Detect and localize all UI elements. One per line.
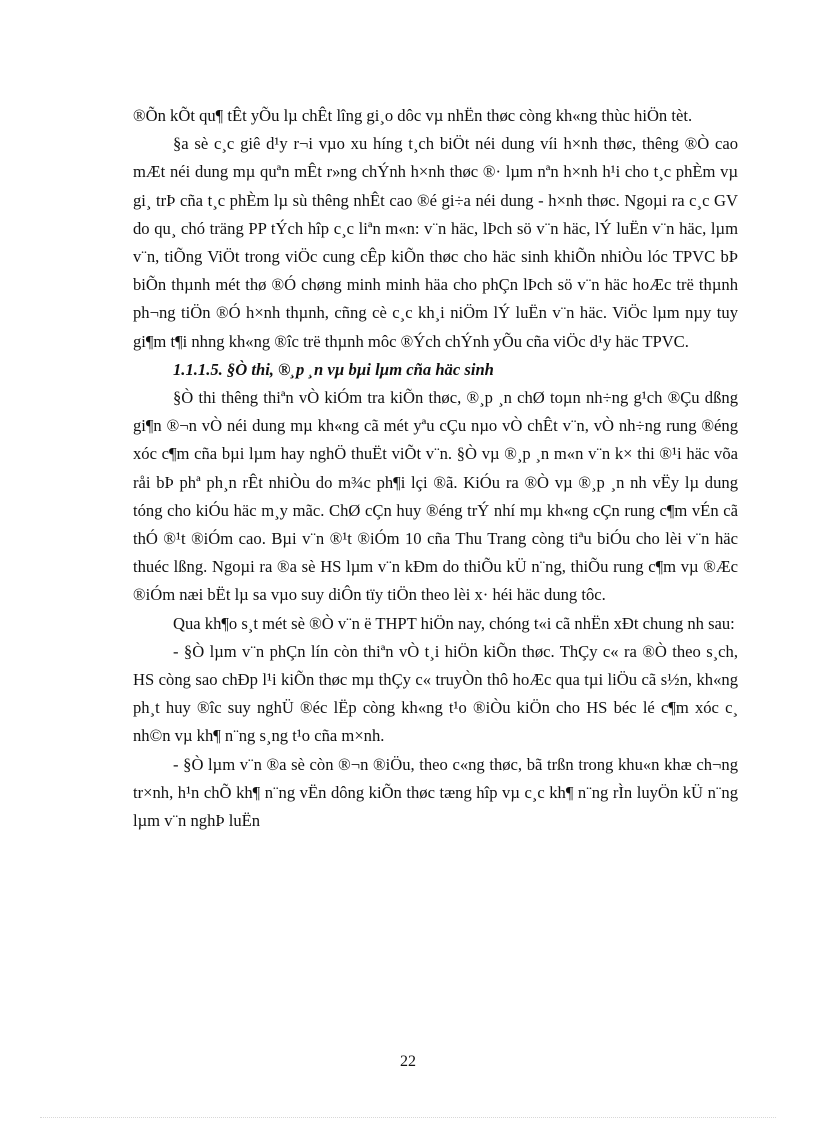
page-number: 22: [400, 1053, 416, 1070]
bullet-item-reproduction: - §Ò lµm v¨n phÇn lín còn thiªn vÒ t¸i hiÖn kiÕn thøc. ThÇy c« ra ®Ò theo s¸ch, HS còng sao chÐp l¹i kiÕn thøc mµ thÇy c« truyÒn thô hoÆc qua tµi liÖu cã s½n, kh«ng ph¸t huy ®îc suy nghÜ ®éc lËp còng kh«ng t¹o ®iÒu kiÖn cho HS béc lé c¶m xóc c¸ nh©n vµ kh¶ n¨ng s¸ng t¹o cña m×nh.: [133, 641, 738, 746]
document-body: [133, 102, 738, 835]
paragraph-survey-intro: Qua kh¶o s¸t mét sè ®Ò v¨n ë THPT hiÖn nay, chóng t«i cã nhËn xÐt chung nh sau:: [173, 613, 735, 633]
bullet-item-monotony: - §Ò lµm v¨n ®a sè còn ®¬n ®iÖu, theo c«ng thøc, bã trßn trong khu«n khæ ch¬ng tr×nh, h¹n chÕ kh¶ n¨ng vËn dông kiÕn thøc tæng hîp vµ c¸c kh¶ n¨ng rÌn luyÖn kÜ n¨ng lµm v¨n nghÞ luËn: [133, 754, 738, 831]
paragraph-exams-answers: §Ò thi thêng thiªn vÒ kiÓm tra kiÕn thøc, ®¸p ¸n chØ toµn nh÷ng g¹ch ®Çu dßng gi¶n ®¬n vÒ néi dung mµ kh«ng cã mét yªu cÇu nµo vÒ chÊt v¨n, vÒ nh÷ng rung ®éng xóc c¶m cña bµi lµm hay nghÖ thuËt viÕt v¨n. §Ò vµ ®¸p ¸n m«n v¨n k× thi ®¹i häc võa råi bÞ phª ph¸n rÊt nhiÒu do m¾c ph¶i lçi ®ã. KiÓu ra ®Ò vµ ®¸p ¸n nh vËy lµ dung tóng cho kiÓu häc m¸y mãc. ChØ cÇn huy ®éng trÝ nhí mµ kh«ng cÇn rung c¶m vÉn cã thÓ ®¹t ®iÓm cao. Bµi v¨n ®¹t ®iÓm 10 cña Thu Trang còng tiªu biÓu cho lèi v¨n häc thuéc lßng. Ngoµi ra ®a sè HS lµm v¨n kÐm do thiÕu kÜ n¨ng, thiÕu rung c¶m vµ ®Æc ®iÓm næi bËt lµ sa vµo suy diÔn tïy tiÖn theo lèi x· héi häc dung tôc.: [133, 388, 738, 605]
paragraph-teaching-methods: §a sè c¸c giê d¹y r¬i vµo xu híng t¸ch biÖt néi dung víi h×nh thøc, thêng ®Ò cao mÆt néi dung mµ quªn mÊt r»ng chÝnh h×nh thøc ®· lµm nªn h×nh h¹i cho t¸c phÈm vµ gi¸ trÞ cña t¸c phÈm lµ sù thêng nhÊt cao ®é gi÷a néi dung - h×nh thøc. Ngoµi ra c¸c GV do qu¸ chó träng PP tÝch hîp c¸c liªn m«n: v¨n häc, lÞch sö v¨n häc, lÝ luËn v¨n häc, lµm v¨n, tiÕng ViÖt trong viÖc cung cÊp kiÕn thøc cho häc sinh khiÕn nhiÒu lóc TPVC bÞ biÕn thµnh mét thø ®Ó chøng minh minh häa cho phÇn lÞch sö v¨n häc hoÆc trë thµnh ph¬ng tiÖn ®Ó h×nh thµnh, cñng cè c¸c kh¸i niÖm lÝ luËn v¨n häc. ViÖc lµm nµy tuy gi¶m t¶i nhng kh«ng ®îc trë thµnh môc ®Ých chÝnh yÕu cña viÖc d¹y häc TPVC.: [133, 134, 738, 351]
paragraph-intro-tail: ®Õn kÕt qu¶ tÊt yÕu lµ chÊt lîng gi¸o dôc vµ nhËn thøc còng kh«ng thùc hiÖn tèt.: [133, 106, 693, 125]
section-heading: 1.1.1.5. §Ò thi, ®¸p ¸n vµ bµi lµm cña häc sinh: [173, 359, 494, 379]
footer-divider: [40, 1117, 776, 1118]
